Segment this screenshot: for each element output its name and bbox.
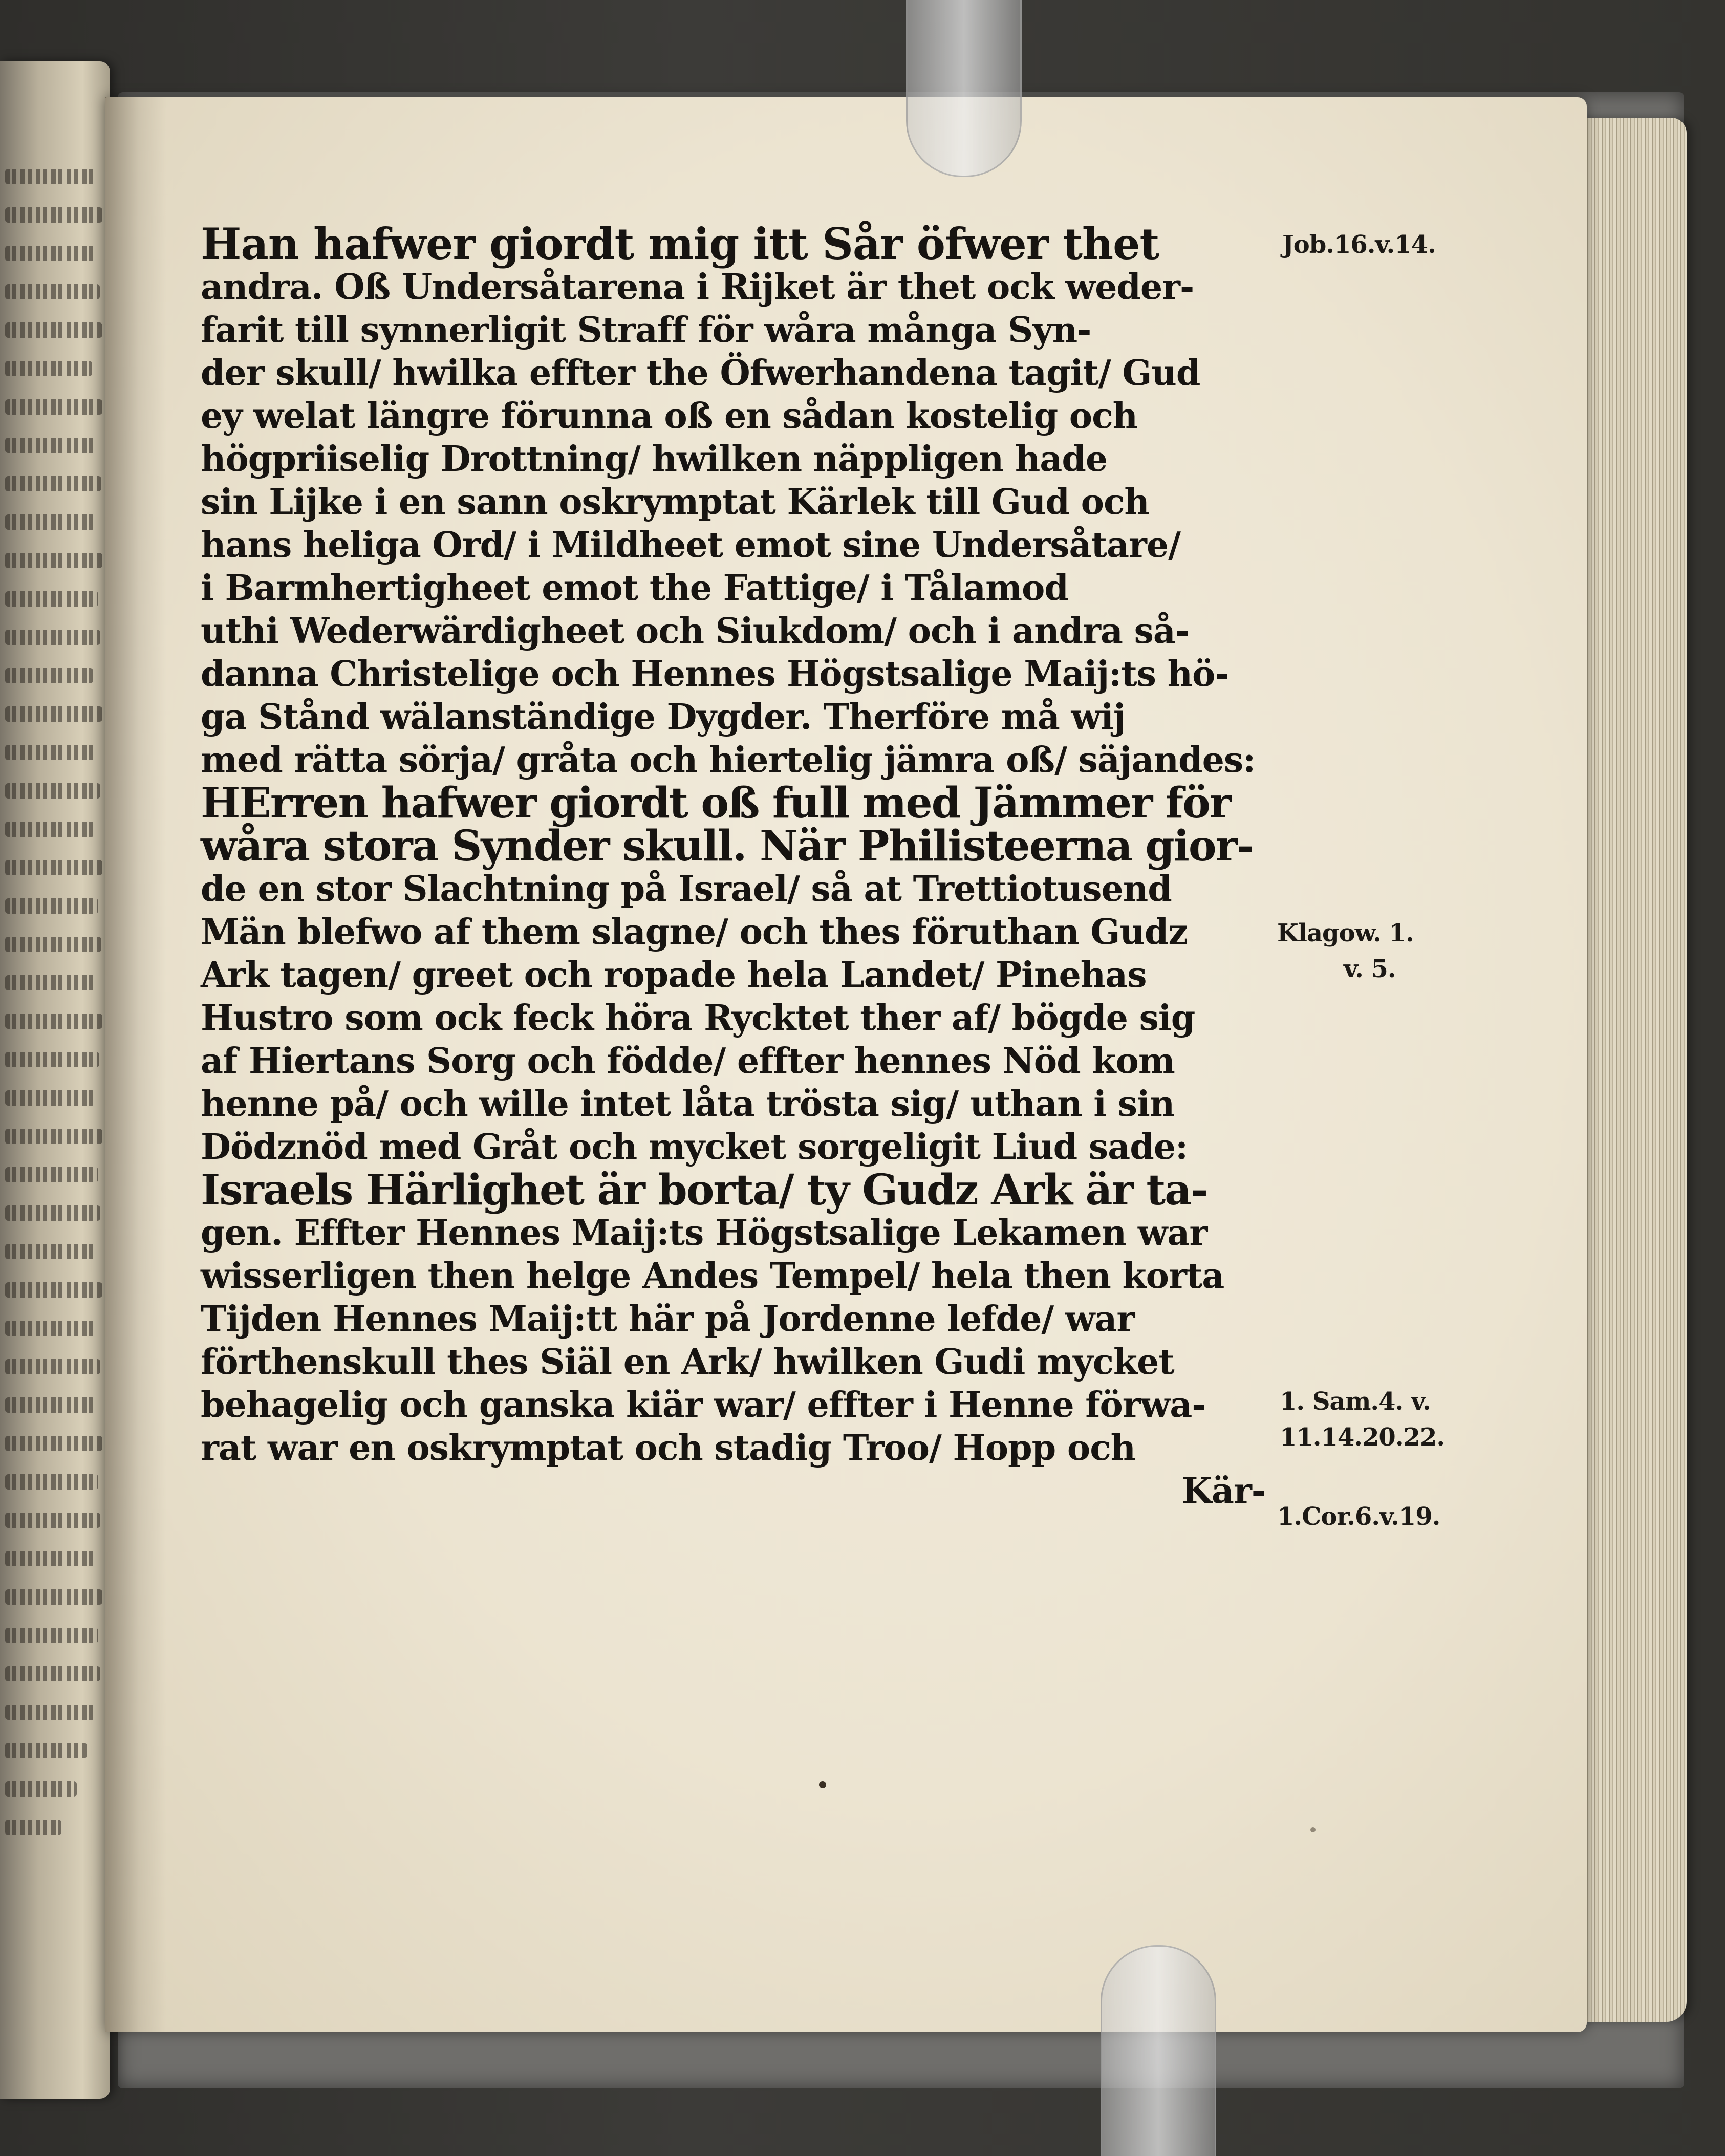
left-page-text-line: [5, 1820, 61, 1835]
left-page-text-line: [5, 668, 93, 683]
left-page-text-line: [5, 860, 102, 875]
text-line: Män blefwo af them slagne/ och thes föruthan Gudz: [201, 912, 1188, 953]
text-line: gen. Effter Hennes Maij:ts Högstsalige Lekamen war: [201, 1213, 1208, 1254]
ink-spot: [1310, 1827, 1316, 1832]
left-page-text-line: [5, 514, 95, 530]
margin-note-samuel-verses: 11.14.20.22.: [1280, 1423, 1445, 1452]
left-page-text-line: [5, 1244, 94, 1259]
left-page-text-line: [5, 1205, 100, 1221]
left-page-text-line: [5, 1705, 95, 1720]
catchword: Kär-: [1181, 1471, 1265, 1512]
left-page-text-line: [5, 937, 101, 952]
margin-note-klagow: Klagow. 1.: [1277, 919, 1414, 947]
left-page-text-line: [5, 284, 100, 299]
margin-note-klagow-verse: v. 5.: [1344, 955, 1396, 983]
text-line: danna Christelige och Hennes Högstsalige Maij:ts hö-: [201, 654, 1229, 695]
left-page-text-line: [5, 898, 98, 914]
left-page-text-line: [5, 822, 95, 837]
text-line: wisserligen then helge Andes Tempel/ hela then korta: [201, 1256, 1224, 1297]
left-page-text-line: [5, 207, 102, 223]
left-page-text-line: [5, 783, 100, 799]
left-page-text-line: [5, 476, 101, 491]
left-page-text-line: [5, 1090, 95, 1106]
gutter-shadow: [105, 97, 166, 2032]
page-edges: [1574, 118, 1687, 2022]
body-text: [201, 219, 1265, 1513]
ink-spot: [819, 1781, 826, 1788]
left-page-text-line: [5, 1167, 98, 1182]
margin-note-samuel: 1. Sam.4. v.: [1280, 1387, 1431, 1416]
left-page-text-line: [5, 1359, 100, 1374]
left-page-text-line: [5, 591, 98, 607]
left-page-text-line: [5, 1589, 102, 1605]
left-page-text-line: [5, 1628, 98, 1643]
text-line: wåra stora Synder skull. När Philisteerna gior-: [201, 822, 1253, 871]
left-page-text-line: [5, 1129, 102, 1144]
text-line: andra. Oß Undersåtarena i Rijket är thet ock weder-: [201, 267, 1194, 308]
text-line: de en stor Slachtning på Israel/ så at Trettiotusend: [201, 869, 1172, 910]
text-line: rat war en oskrymptat och stadig Troo/ Hopp och: [201, 1428, 1136, 1469]
left-page-text-line: [5, 1397, 95, 1413]
left-page-text-line: [5, 361, 92, 376]
left-page-text-line: [5, 745, 97, 760]
text-line: Israels Härlighet är borta/ ty Gudz Ark är ta-: [201, 1166, 1208, 1215]
text-line: Tijden Hennes Maij:tt här på Jordenne lefde/ war: [201, 1299, 1135, 1340]
text-line: der skull/ hwilka effter the Öfwerhandena tagit/ Gud: [201, 353, 1200, 394]
text-line: sin Lijke i en sann oskrymptat Kärlek till Gud och: [201, 482, 1149, 523]
text-line: Ark tagen/ greet och ropade hela Landet/ Pinehas: [201, 955, 1147, 996]
left-page-text-line: [5, 246, 95, 261]
text-line: uthi Wederwärdigheet och Siukdom/ och i andra så-: [201, 611, 1190, 652]
text-line: förthenskull thes Siäl en Ark/ hwilken Gudi mycket: [201, 1342, 1174, 1383]
text-line: farit till synnerligit Straff för wåra många Syn-: [201, 310, 1091, 351]
left-page-text-line: [5, 1781, 77, 1797]
left-page-text-line: [5, 1743, 87, 1758]
text-line: hans heliga Ord/ i Mildheet emot sine Undersåtare/: [201, 525, 1180, 566]
left-page-text-line: [5, 1436, 102, 1451]
text-line: i Barmhertigheet emot the Fattige/ i Tålamod: [201, 568, 1068, 609]
text-line: af Hiertans Sorg och födde/ effter hennes Nöd kom: [201, 1041, 1175, 1082]
left-page-text-line: [5, 1513, 100, 1528]
left-page-text-line: [5, 975, 96, 990]
left-facing-page: [0, 61, 110, 2099]
margin-note-corinthians: 1.Cor.6.v.19.: [1277, 1502, 1440, 1531]
left-page-text-line: [5, 1666, 100, 1681]
left-page-text-line: [5, 322, 102, 338]
left-page-text-line: [5, 553, 102, 568]
left-page-text-line: [5, 1474, 98, 1490]
left-page-text-line: [5, 438, 97, 453]
left-page-text-line: [5, 1052, 99, 1067]
left-page-text-line: [5, 1551, 96, 1566]
page-clip-bottom: [1101, 1945, 1216, 2156]
text-line: behagelig och ganska kiär war/ effter i Henne förwa-: [201, 1385, 1206, 1426]
text-line: henne på/ och wille intet låta trösta sig/ uthan i sin: [201, 1084, 1175, 1125]
left-page-text-line: [5, 169, 97, 184]
left-page-text-line: [5, 1014, 102, 1029]
left-page-text-line: [5, 399, 102, 415]
left-page-text-line: [5, 1321, 97, 1336]
page-clip-top: [906, 0, 1022, 177]
left-page-text-line: [5, 706, 102, 722]
text-line: med rätta sörja/ gråta och hiertelig jämra oß/ säjandes:: [201, 740, 1256, 781]
margin-note-job: Job.16.v.14.: [1282, 230, 1436, 259]
text-line: högpriiselig Drottning/ hwilken näppligen hade: [201, 439, 1108, 480]
left-page-text-line: [5, 1282, 102, 1298]
text-line: ga Stånd wälanständige Dygder. Therföre må wij: [201, 697, 1126, 738]
text-line: Hustro som ock feck höra Rycktet ther af/ bögde sig: [201, 998, 1195, 1039]
text-line: Han hafwer giordt mig itt Sår öfwer thet: [201, 219, 1159, 269]
text-line: ey welat längre förunna oß en sådan kostelig och: [201, 396, 1138, 437]
left-page-text-line: [5, 630, 100, 645]
text-line: HErren hafwer giordt oß full med Jämmer för: [201, 779, 1231, 828]
text-line: Dödznöd med Gråt och mycket sorgeligit Liud sade:: [201, 1127, 1188, 1168]
